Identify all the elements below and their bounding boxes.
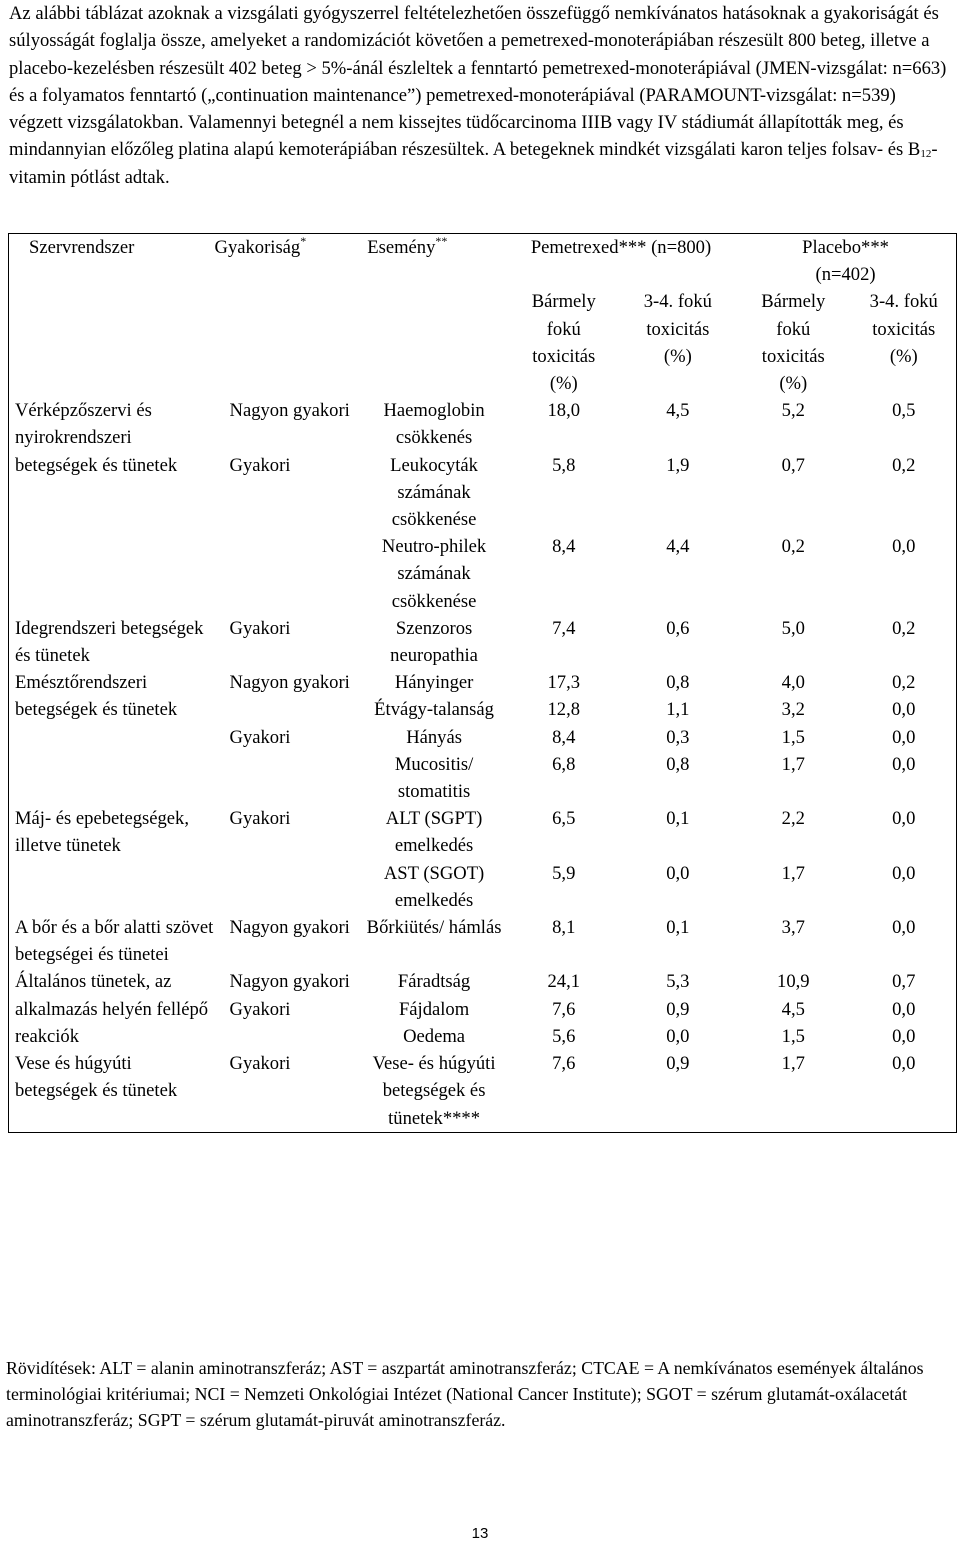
header-organ: Szervrendszer [29, 237, 135, 258]
pem-grade-3-4-cell: 0,0 [666, 862, 690, 884]
intro-subscript: 12 [920, 148, 932, 161]
table-row [9, 615, 957, 669]
header-pem-grade-3-4: 3-4. fokú toxicitás (%) [643, 291, 712, 367]
event-cell: Vese- és húgyúti betegségek és tünetek**** [372, 1053, 496, 1129]
plc-grade-3-4-cell: 0,0 [892, 862, 916, 884]
header-event: Esemény** [367, 234, 448, 258]
table-row [9, 914, 957, 968]
pem-any-grade-cell: 12,8 [547, 699, 581, 721]
table-row [9, 1050, 957, 1132]
plc-any-grade-cell: 4,0 [781, 672, 805, 694]
event-cell: Fáradtság [397, 971, 471, 993]
toxicity-table [8, 233, 957, 1133]
pem-grade-3-4-cell: 0,1 [666, 917, 690, 939]
event-cell: Bőrkiütés/ hámlás [366, 917, 502, 939]
plc-grade-3-4-cell: 0,0 [892, 808, 916, 830]
pem-any-grade-cell: 5,9 [552, 862, 576, 884]
pem-any-grade-cell: 6,8 [552, 753, 576, 775]
plc-any-grade-cell: 1,7 [781, 1053, 805, 1075]
event-cell: AST (SGOT) emelkedés [383, 862, 485, 911]
frequency-cell: Gyakori [229, 1053, 291, 1075]
table-body [9, 397, 957, 1132]
frequency-cell: Gyakori [229, 617, 291, 639]
pem-grade-3-4-cell: 5,3 [666, 971, 690, 993]
pem-grade-3-4-cell: 1,9 [666, 454, 690, 476]
table-row [9, 968, 957, 995]
pem-grade-3-4-cell: 0,0 [666, 1025, 690, 1047]
event-cell: Hányinger [394, 672, 474, 694]
event-cell: Étvágy-talanság [374, 699, 494, 721]
plc-grade-3-4-cell: 0,2 [892, 617, 916, 639]
pem-grade-3-4-cell: 0,8 [666, 672, 690, 694]
plc-any-grade-cell: 5,0 [781, 617, 805, 639]
plc-any-grade-cell: 0,7 [781, 454, 805, 476]
table-row [9, 805, 957, 859]
organ-system-cell: Általános tünetek, az alkalmazás helyén fellépő reakciók [15, 971, 209, 1047]
frequency-cell: Nagyon gyakori [229, 400, 350, 422]
pem-any-grade-cell: 8,4 [552, 536, 576, 558]
event-cell: Neutro-philek számának csökkenése [381, 536, 487, 612]
plc-grade-3-4-cell: 0,0 [892, 699, 916, 721]
pem-grade-3-4-cell: 1,1 [666, 699, 690, 721]
frequency-cell: Gyakori [229, 998, 291, 1020]
pem-any-grade-cell: 6,5 [552, 808, 576, 830]
plc-grade-3-4-cell: 0,0 [892, 1053, 916, 1075]
plc-any-grade-cell: 0,2 [781, 536, 805, 558]
organ-system-cell: Vérképzőszervi és nyirokrendszeri betegségek és tünetek [15, 400, 178, 476]
pem-grade-3-4-cell: 0,1 [666, 808, 690, 830]
event-cell: Mucositis/ stomatitis [394, 753, 474, 803]
plc-any-grade-cell: 1,5 [781, 726, 805, 748]
intro-paragraph [9, 0, 954, 191]
plc-any-grade-cell: 4,5 [781, 998, 805, 1020]
organ-system-cell: Vese és húgyúti betegségek és tünetek [15, 1053, 178, 1102]
event-cell: Fájdalom [398, 998, 470, 1020]
pem-grade-3-4-cell: 0,9 [666, 998, 690, 1020]
plc-grade-3-4-cell: 0,2 [892, 454, 916, 476]
event-cell: ALT (SGPT) emelkedés [385, 808, 483, 857]
intro-text-end: -vitamin pótlást adtak. [9, 139, 938, 188]
intro-text: Az alábbi táblázat azoknak a vizsgálati gyógyszerrel feltételezhetően összefüggő nemkívánatos hatásoknak a gyakoriságát és súlyosságát foglalja össze, amelyeket a randomizációt követően a pemetrexed-monoterápiában részesült 800 beteg, illetve a placebo-kezelésben részesült 402 beteg > 5%-ánál észleltek a fenntartó pemetrexed-monoterápiával (JMEN-vizsgálat: n=663) és a folyamatos fenntartó („continuation maintenance”) pemetrexed-monoterápiával (PARAMOUNT-vizsgálat: n=539) végzett vizsgálatokban. Valamennyi betegnél a nem kissejtes tüdőcarcinoma IIIB vagy IV stádiumát állapították meg, és mindannyian előzőleg platina alapú kemoterápiában részesültek. A betegeknek mindkét vizsgálati karon teljes folsav- és B [9, 3, 947, 161]
header-plc-grade-3-4: 3-4. fokú toxicitás (%) [869, 291, 938, 367]
pem-any-grade-cell: 8,1 [552, 917, 576, 939]
pem-any-grade-cell: 18,0 [547, 400, 581, 422]
plc-grade-3-4-cell: 0,0 [892, 753, 916, 775]
pem-any-grade-cell: 5,6 [552, 1025, 576, 1047]
plc-grade-3-4-cell: 0,7 [892, 971, 916, 993]
plc-grade-3-4-cell: 0,2 [892, 672, 916, 694]
abbreviations-note: Rövidítések: ALT = alanin aminotranszferáz; AST = aszpartát aminotranszferáz; CTCAE = A nemkívánatos események általános terminológiai kritériumai; NCI = Nemzeti Onkológiai Intézet (National Cancer Institute); SGOT = szérum glutamát-oxálacetát aminotranszferáz; SGPT = szérum glutamát-piruvát aminotranszferáz. [6, 1358, 924, 1431]
header-pemetrexed: Pemetrexed*** (n=800) [530, 237, 712, 258]
plc-grade-3-4-cell: 0,0 [892, 726, 916, 748]
plc-any-grade-cell: 3,7 [781, 917, 805, 939]
plc-any-grade-cell: 5,2 [781, 400, 805, 422]
header-plc-any-grade: Bármely fokú toxicitás (%) [761, 291, 826, 395]
plc-any-grade-cell: 10,9 [777, 971, 810, 993]
event-cell: Szenzoros neuropathia [390, 617, 478, 667]
pem-any-grade-cell: 5,8 [552, 454, 576, 476]
event-cell: Leukocyták számának csökkenése [390, 454, 478, 531]
frequency-cell: Gyakori [229, 808, 291, 830]
organ-system-cell: Máj- és epebetegségek, illetve tünetek [15, 808, 189, 857]
frequency-cell: Gyakori [229, 454, 291, 476]
pem-any-grade-cell: 8,4 [552, 726, 576, 748]
plc-grade-3-4-cell: 0,0 [892, 536, 916, 558]
pem-any-grade-cell: 17,3 [547, 672, 581, 694]
plc-grade-3-4-cell: 0,0 [892, 998, 916, 1020]
frequency-cell: Nagyon gyakori [229, 971, 350, 993]
header-frequency: Gyakoriság* [214, 234, 307, 258]
plc-grade-3-4-cell: 0,0 [892, 917, 916, 939]
frequency-cell: Nagyon gyakori [229, 672, 350, 694]
plc-any-grade-cell: 3,2 [781, 699, 805, 721]
pem-grade-3-4-cell: 0,3 [666, 726, 690, 748]
frequency-cell: Nagyon gyakori [229, 917, 350, 939]
pem-grade-3-4-cell: 0,9 [666, 1053, 690, 1075]
organ-system-cell: Idegrendszeri betegségek és tünetek [15, 617, 204, 667]
event-cell: Hányás [406, 726, 462, 748]
table-row [9, 397, 957, 451]
pem-any-grade-cell: 7,4 [552, 617, 576, 639]
pem-any-grade-cell: 24,1 [547, 971, 581, 993]
table-row [9, 669, 957, 696]
organ-system-cell: Emésztőrendszeri betegségek és tünetek [15, 672, 178, 721]
plc-any-grade-cell: 1,5 [781, 1025, 805, 1047]
plc-grade-3-4-cell: 0,5 [892, 400, 916, 422]
header-pem-any-grade: Bármely fokú toxicitás (%) [531, 291, 596, 395]
table-header-row [9, 234, 957, 289]
pem-grade-3-4-cell: 0,6 [666, 617, 690, 639]
event-cell: Haemoglobin csökkenés [383, 400, 485, 449]
pem-any-grade-cell: 7,6 [552, 1053, 576, 1075]
pem-grade-3-4-cell: 4,5 [666, 400, 690, 422]
pem-grade-3-4-cell: 0,8 [666, 753, 690, 775]
event-cell: Oedema [403, 1025, 466, 1047]
pem-grade-3-4-cell: 4,4 [666, 536, 690, 558]
plc-grade-3-4-cell: 0,0 [892, 1025, 916, 1047]
pem-any-grade-cell: 7,6 [552, 998, 576, 1020]
plc-any-grade-cell: 1,7 [781, 862, 805, 884]
organ-system-cell: A bőr és a bőr alatti szövet betegségei és tünetei [15, 917, 214, 966]
frequency-cell: Gyakori [229, 726, 291, 748]
page-number: 13 [471, 1525, 489, 1542]
plc-any-grade-cell: 2,2 [781, 808, 805, 830]
header-placebo: Placebo*** (n=402) [802, 237, 889, 286]
plc-any-grade-cell: 1,7 [781, 753, 805, 775]
